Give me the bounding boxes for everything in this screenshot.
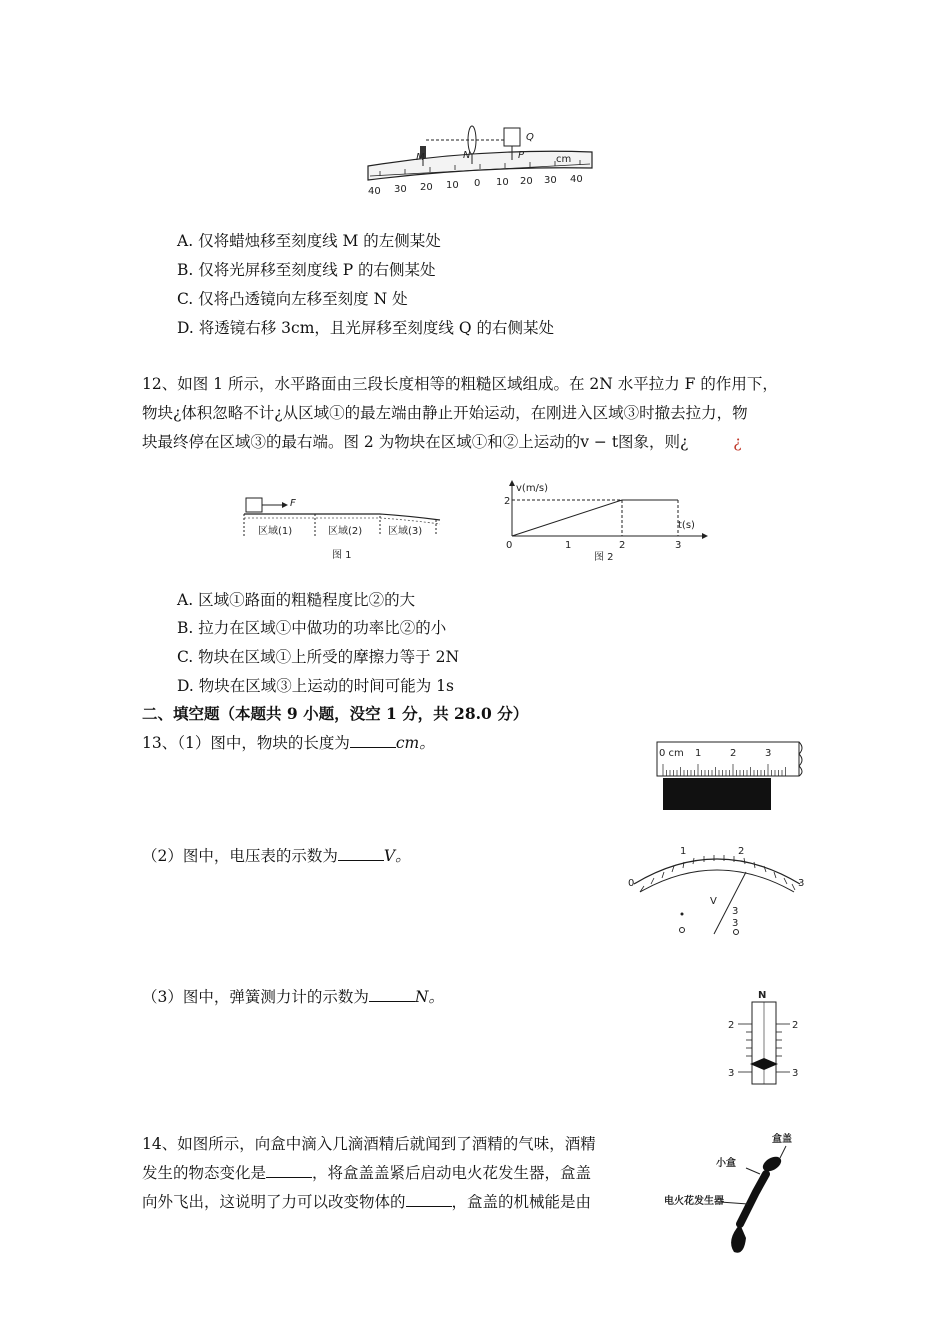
terminal-right-ring	[734, 930, 739, 935]
q12-tail-mark: ¿	[733, 433, 742, 451]
optical-bench-figure	[360, 118, 600, 204]
force-label: F	[290, 498, 296, 509]
lens-label-q: Q	[526, 132, 534, 143]
q13-part3: （3）图中，弹簧测力计的示数为 N。	[142, 988, 444, 1006]
vt-xlabel: t(s)	[678, 520, 695, 531]
terminal-left	[681, 913, 684, 916]
vt-xtick-1: 1	[565, 540, 572, 551]
volt-label-0: 0	[628, 878, 635, 889]
scale-tick-7: 30	[544, 175, 557, 186]
q12-option-d: D. 物块在区域③上运动的时间可能为 1s	[177, 677, 454, 695]
q13-part2-blank[interactable]	[338, 846, 384, 861]
q12-option-c: C. 物块在区域①上所受的摩擦力等于 2N	[177, 648, 460, 666]
q12-figure-1	[240, 490, 450, 570]
vt-xtick-3: 3	[675, 540, 682, 551]
spring-label-2-left: 2	[728, 1020, 735, 1031]
q11-option-a: A. 仅将蜡烛移至刻度线 M 的左侧某处	[177, 232, 441, 250]
fig-label-generator: 电火花发生器	[664, 1196, 724, 1207]
fig-label-lid: 盒盖	[772, 1134, 792, 1145]
q12-option-b: B. 拉力在区域①中做功的功率比②的小	[177, 619, 447, 637]
ruler-label-3: 3	[765, 748, 772, 759]
terminal-left-ring	[680, 928, 685, 933]
ruler-label-2: 2	[730, 748, 737, 759]
scale-tick-2: 20	[420, 182, 433, 193]
q12-figure-2	[502, 480, 712, 566]
fig2-caption: 图 2	[594, 552, 614, 563]
section-heading: 二、填空题（本题共 9 小题，没空 1 分，共 28.0 分）	[142, 704, 529, 723]
volt-scale-3b: 3	[732, 918, 739, 929]
ruler-figure	[655, 740, 815, 820]
scale-tick-5: 10	[496, 177, 509, 188]
lens-label-m: M	[416, 152, 425, 163]
scale-tick-3: 10	[446, 180, 459, 191]
vt-ylabel: v(m/s)	[516, 483, 549, 494]
q14-blank-2[interactable]	[406, 1192, 452, 1207]
vt-xtick-0: 0	[506, 540, 513, 551]
volt-label-v: V	[710, 896, 717, 907]
scale-tick-8: 40	[570, 174, 583, 185]
q13-part2: （2）图中，电压表的示数为 V。	[142, 847, 411, 865]
zone-label-1: 区域(1)	[258, 526, 293, 537]
spring-label-2-right: 2	[792, 1020, 799, 1031]
q12-stem: 12、如图 1 所示，水平路面由三段长度相等的粗糙区域组成。在 2N 水平拉力 F 的作用下， 物块¿体积忽略不计¿从区域①的最左端由静止开始运动，在刚进入区域③时撤去拉力，物 块最终停在区域③的最右端。图 2 为物块在区域①和②上运动的v − t图象，则¿ ¿	[142, 375, 778, 451]
vt-xtick-2: 2	[619, 540, 626, 551]
volt-scale-3a: 3	[732, 906, 739, 917]
scale-tick-4: 0	[474, 178, 481, 189]
spark-generator-figure	[660, 1128, 820, 1258]
q13-part1-blank[interactable]	[350, 733, 396, 748]
volt-label-3: 3	[798, 878, 805, 889]
q14-stem: 14、如图所示，向盒中滴入几滴酒精后就闻到了酒精的气味，酒精 发生的物态变化是 ，将盒盖盖紧后启动电火花发生器，盒盖 向外飞出，这说明了力可以改变物体的 ，盒盖的机械能是由	[142, 1135, 596, 1211]
ruler-label-0: 0 cm	[659, 748, 684, 759]
scale-tick-0: 40	[368, 186, 381, 197]
scale-unit: cm	[556, 154, 572, 165]
q11-option-d: D. 将透镜右移 3cm，且光屏移至刻度线 Q 的右侧某处	[177, 319, 554, 337]
q11-option-c: C. 仅将凸透镜向左移至刻度 N 处	[177, 290, 408, 308]
volt-label-1: 1	[680, 846, 687, 857]
q11-option-b: B. 仅将光屏移至刻度线 P 的右侧某处	[177, 261, 436, 279]
zone-label-2: 区域(2)	[328, 526, 363, 537]
fig-label-box: 小盒	[716, 1158, 736, 1169]
lens-label-p: P	[518, 150, 525, 161]
scale-tick-1: 30	[394, 184, 407, 195]
q13-part1: 13、（1）图中，物块的长度为 cm。	[142, 734, 435, 752]
q13-part3-blank[interactable]	[369, 987, 415, 1002]
spring-label-3-right: 3	[792, 1068, 799, 1079]
scale-tick-6: 20	[520, 176, 533, 187]
spring-label-n: N	[758, 990, 767, 1001]
fig1-caption: 图 1	[332, 550, 352, 561]
volt-label-2: 2	[738, 846, 745, 857]
voltmeter-figure	[622, 840, 812, 950]
zone-label-3: 区域(3)	[388, 526, 423, 537]
vt-ytick-2: 2	[504, 496, 511, 507]
q14-blank-1[interactable]	[266, 1163, 312, 1178]
q12-option-a: A. 区域①路面的粗糙程度比②的大	[177, 591, 416, 609]
lens-label-n: N	[463, 150, 471, 161]
ruler-label-1: 1	[695, 748, 702, 759]
spring-scale-figure	[720, 984, 820, 1088]
spring-label-3-left: 3	[728, 1068, 735, 1079]
